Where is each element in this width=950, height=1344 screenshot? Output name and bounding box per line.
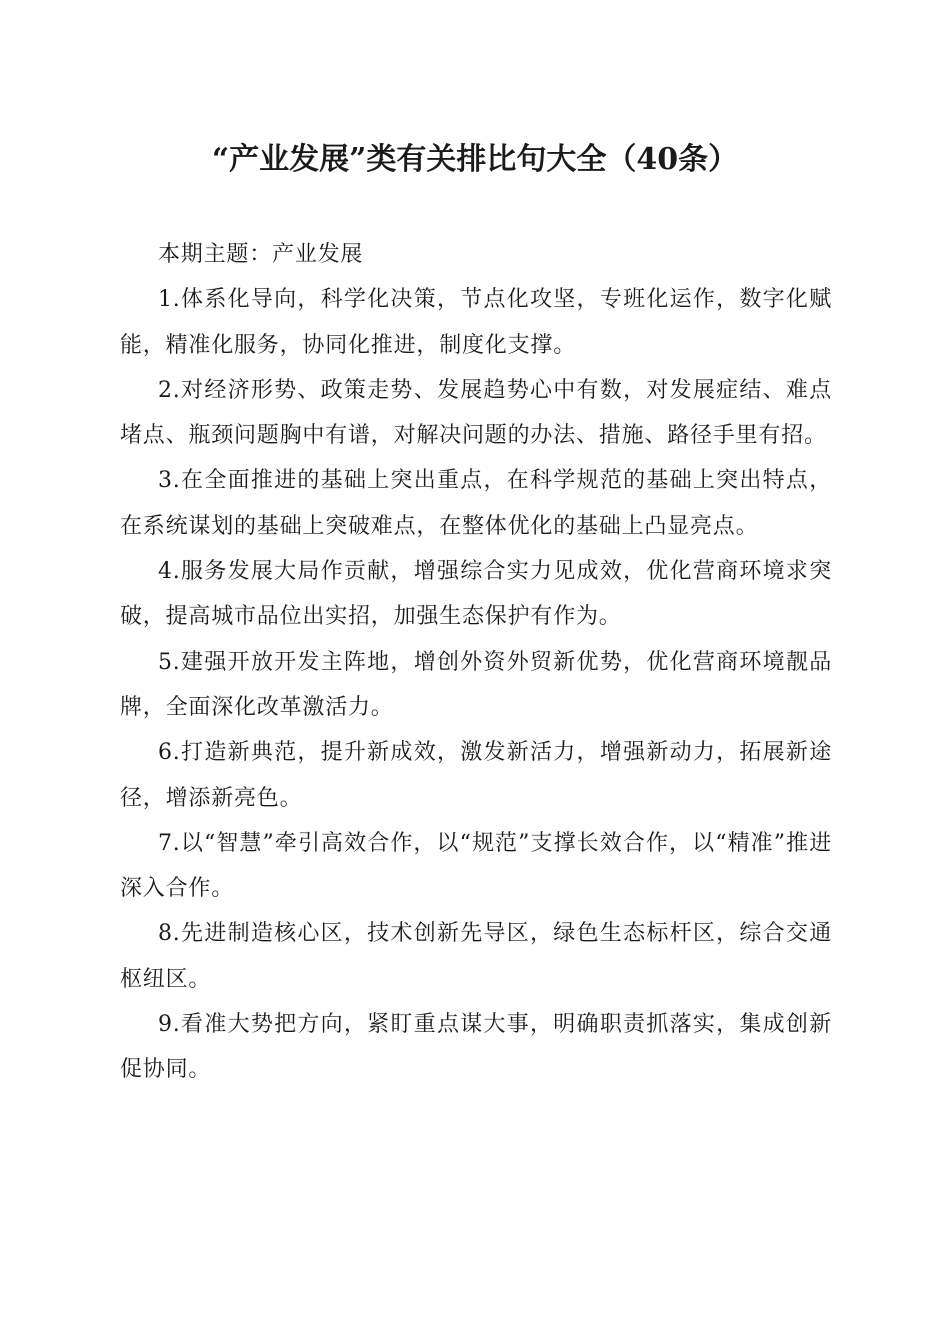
list-item: 4.服务发展大局作贡献，增强综合实力见成效，优化营商环境求突破，提高城市品位出实招，加强生态保护有作为。 (120, 559, 832, 630)
document-body (120, 232, 832, 1093)
list-item: 6.打造新典范，提升新成效，激发新活力，增强新动力，拓展新途径，增添新亮色。 (120, 740, 832, 811)
list-item: 8.先进制造核心区，技术创新先导区，绿色生态标杆区，综合交通枢纽区。 (120, 921, 832, 992)
list-item: 1.体系化导向，科学化决策，节点化攻坚，专班化运作，数字化赋能，精准化服务，协同化推进，制度化支撑。 (120, 287, 832, 358)
list-item: 3.在全面推进的基础上突出重点，在科学规范的基础上突出特点，在系统谋划的基础上突破难点，在整体优化的基础上凸显亮点。 (120, 468, 832, 539)
list-item: 5.建强开放开发主阵地，增创外资外贸新优势，优化营商环境靓品牌，全面深化改革激活力。 (120, 649, 832, 720)
list-item: 9.看准大势把方向，紧盯重点谋大事，明确职责抓落实，集成创新促协同。 (120, 1012, 832, 1083)
list-item: 2.对经济形势、政策走势、发展趋势心中有数，对发展症结、难点堵点、瓶颈问题胸中有谱，对解决问题的办法、措施、路径手里有招。 (120, 377, 832, 449)
theme-line: 本期主题：产业发展 (158, 242, 364, 267)
document-title: “产业发展”类有关排比句大全（40条） (211, 142, 739, 177)
list-item: 7.以“智慧”牵引高效合作，以“规范”支撑长效合作，以“精准”推进深入合作。 (120, 830, 832, 902)
